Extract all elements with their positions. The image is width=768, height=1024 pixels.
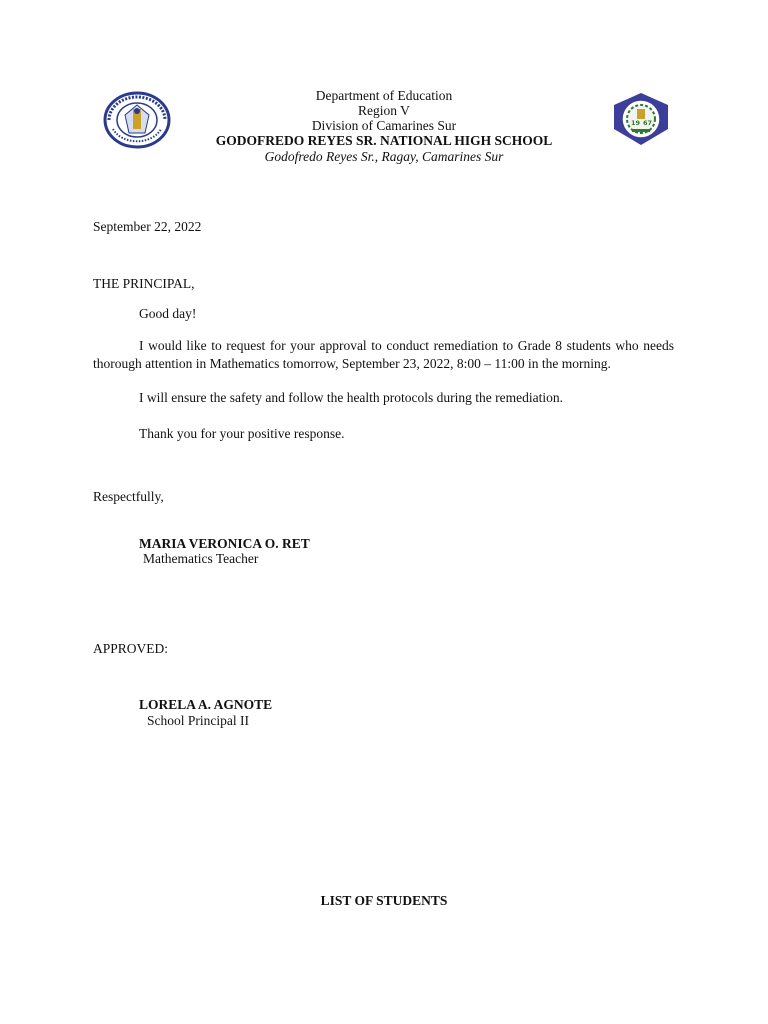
letter-closing: Respectfully, [93,489,164,504]
sender-title: Mathematics Teacher [143,551,259,566]
list-of-students-heading: LIST OF STUDENTS [320,893,448,908]
approved-label: APPROVED: [93,641,169,656]
letter-greeting: Good day! [139,306,197,321]
approver-title: School Principal II [147,713,249,728]
svg-text:19: 19 [631,119,641,127]
svg-text:67: 67 [643,119,653,127]
letter-paragraph-thanks: Thank you for your positive response. [139,426,345,441]
approver-name: LORELA A. AGNOTE [139,697,273,712]
header-school-address: Godofredo Reyes Sr., Ragay, Camarines Sur [264,149,504,164]
letter-date: September 22, 2022 [93,219,202,234]
letter-paragraph-safety: I will ensure the safety and follow the health protocols during the remediation. [139,390,564,405]
header-region: Region V [358,103,410,118]
letter-salutation: THE PRINCIPAL, [93,276,195,291]
header-school-name: GODOFREDO REYES SR. NATIONAL HIGH SCHOOL [215,133,553,148]
sender-name: MARIA VERONICA O. RET [139,536,310,551]
header-department: Department of Education [315,88,453,103]
header-division: Division of Camarines Sur [311,118,457,133]
letter-paragraph-request: I would like to request for your approval to conduct remediation to Grade 8 students who needs thorough attention in Mathematics tomorrow, September 23, 2022, 8:00 – 11:00 in the morning. [93,338,674,371]
